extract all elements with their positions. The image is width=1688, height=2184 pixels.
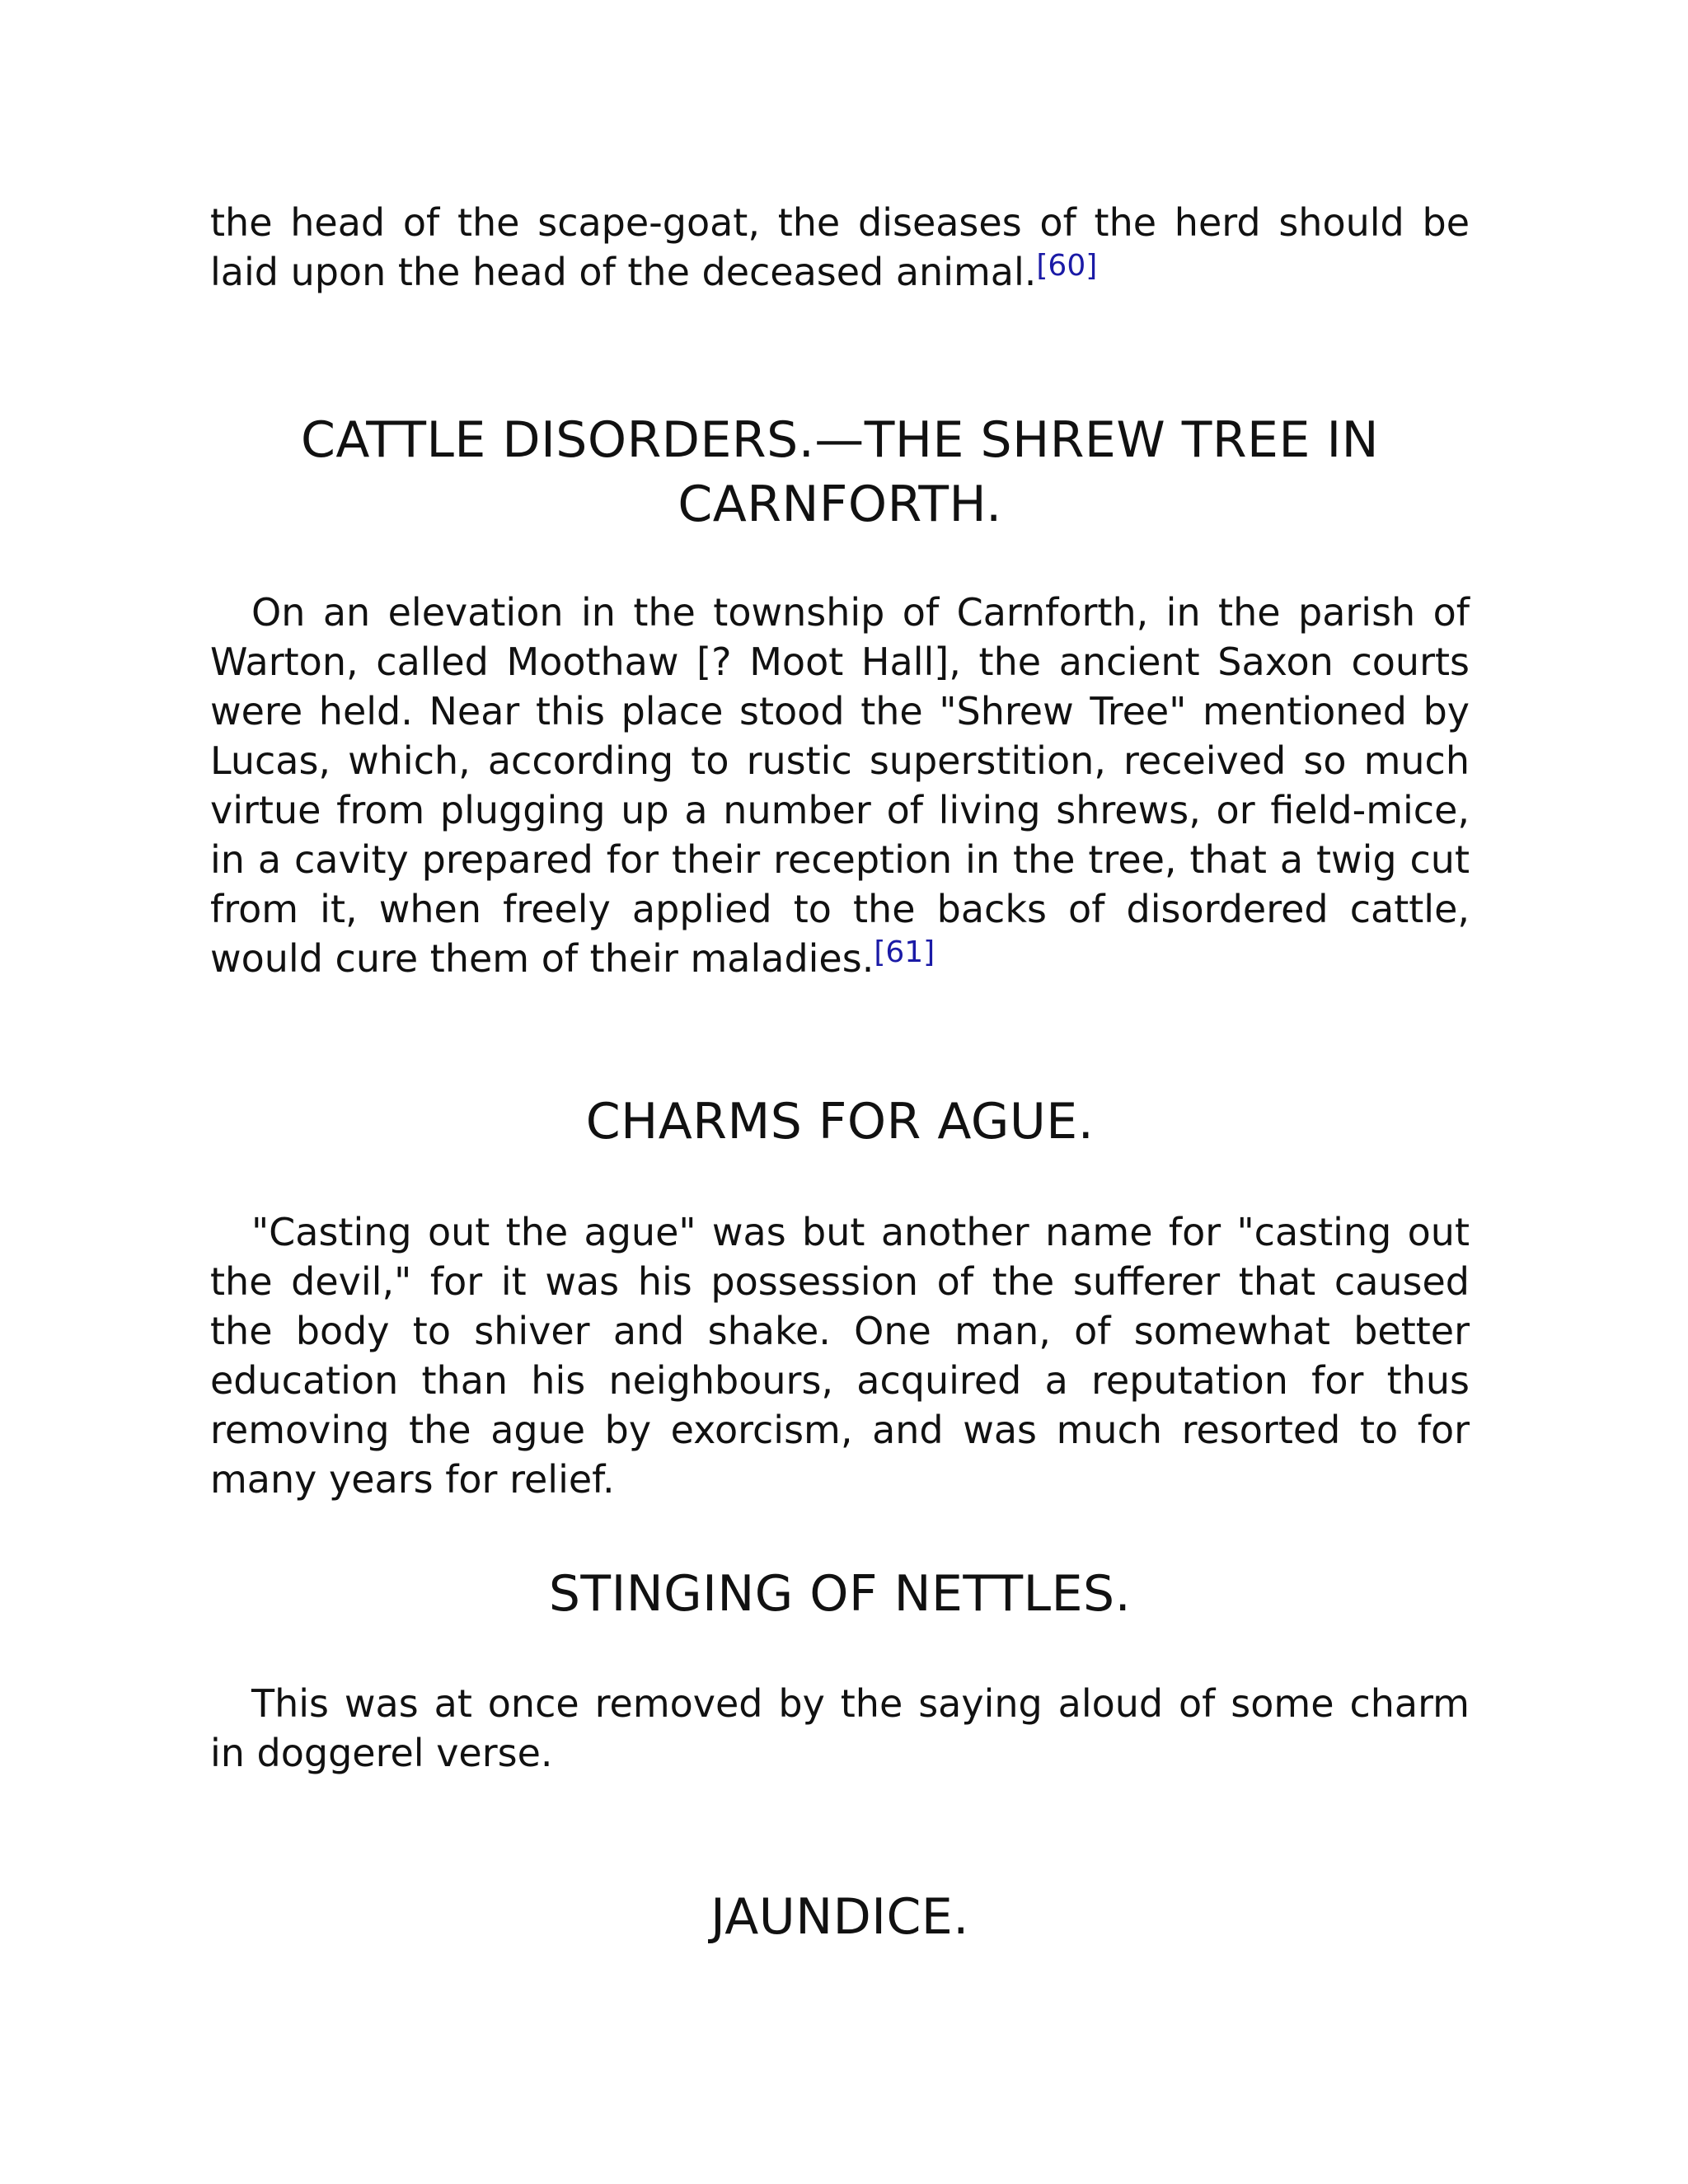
heading-jaundice: JAUNDICE. bbox=[710, 1888, 969, 1946]
intro-text: the head of the scape-goat, the diseases of the herd should be laid upon the head of the deceased animal. bbox=[210, 200, 1470, 294]
heading-cattle-disorders: CATTLE DISORDERS.—THE SHREW TREE IN CARNFORTH. bbox=[300, 411, 1380, 533]
intro-paragraph bbox=[210, 198, 1470, 297]
heading-charms-for-ague: CHARMS FOR AGUE. bbox=[585, 1093, 1095, 1151]
nettles-paragraph: This was at once removed by the saying aloud of some charm in doggerel verse. bbox=[210, 1681, 1470, 1775]
cattle-paragraph bbox=[210, 588, 1470, 983]
cattle-text: On an elevation in the township of Carnforth, in the parish of Warton, called Moothaw [? Moot Hall], the ancient Saxon courts were held. Near this place stood the "Shrew Tree" mentioned by Lucas, which, according to rustic superstition, received so much virtue from plugging up a number of living shrews, or field-mice, in a cavity prepared for their reception in the tree, that a twig cut from it, when freely applied to the backs of disordered cattle, would cure them of their maladies. bbox=[210, 590, 1470, 981]
ague-paragraph: "Casting out the ague" was but another name for "casting out the devil," for it was his possession of the sufferer that caused the body to shiver and shake. One man, of somewhat better education than his neighbours, acquired a reputation for thus removing the ague by exorcism, and was much resorted to for many years for relief. bbox=[210, 1210, 1470, 1502]
heading-stinging-of-nettles: STINGING OF NETTLES. bbox=[548, 1565, 1132, 1623]
footnote-link-61[interactable]: [61] bbox=[874, 935, 935, 969]
footnote-link-60[interactable]: [60] bbox=[1036, 249, 1098, 283]
